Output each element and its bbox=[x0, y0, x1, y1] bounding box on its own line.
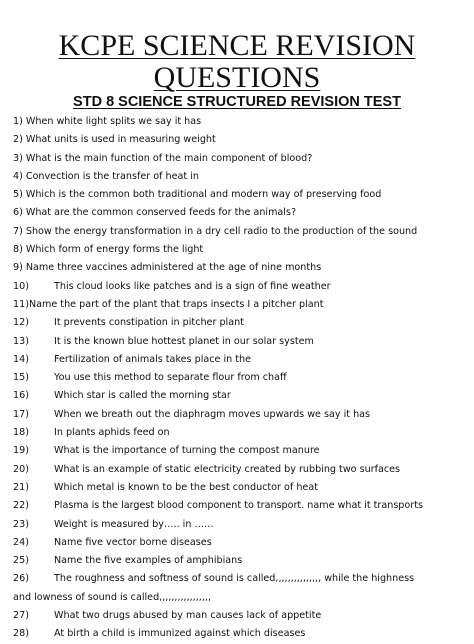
question-text: When white light splits we say it has bbox=[25, 116, 202, 127]
question-number: 13) bbox=[13, 335, 29, 347]
question-text: Which form of energy forms the light bbox=[25, 244, 204, 256]
question-text: Name five vector borne diseases bbox=[54, 536, 212, 548]
question-number: 9) bbox=[13, 262, 23, 274]
page-title-line-1: KCPE SCIENCE REVISION bbox=[58, 29, 416, 62]
question-number: 12) bbox=[13, 317, 29, 329]
question-text: Name the part of the plant that traps insects I a pitcher plant bbox=[28, 298, 324, 310]
question-text: Which is the common both traditional and modern way of preserving food bbox=[25, 189, 382, 201]
question-number: 20) bbox=[13, 463, 29, 475]
question-item bbox=[13, 150, 471, 168]
question-text: Convection is the transfer of heat in bbox=[25, 170, 199, 182]
question-text: It is the known blue hottest planet in our solar system bbox=[54, 335, 314, 347]
question-number: 25) bbox=[13, 555, 29, 567]
question-text: You use this method to separate flour from chaff bbox=[54, 372, 287, 384]
question-item bbox=[13, 131, 471, 149]
question-number: 18) bbox=[13, 427, 29, 439]
question-number: 14) bbox=[13, 353, 29, 365]
question-text: Show the energy transformation in a dry cell radio to the production of the sound bbox=[25, 225, 418, 237]
question-text: Fertilization of animals takes place in the bbox=[54, 353, 252, 365]
question-number: 26) bbox=[13, 573, 29, 585]
question-text: At birth a child is immunized against which diseases bbox=[54, 628, 306, 640]
question-item bbox=[13, 223, 471, 241]
question-text: What is an example of static electricity created by rubbing two surfaces bbox=[54, 463, 401, 475]
question-number: 27) bbox=[13, 610, 29, 622]
question-item bbox=[13, 204, 471, 222]
question-item-continuation bbox=[13, 589, 471, 607]
question-item bbox=[13, 351, 471, 369]
question-number: 16) bbox=[13, 390, 29, 402]
question-number: 19) bbox=[13, 445, 29, 457]
question-number: 8) bbox=[13, 244, 23, 256]
question-text: and lowness of sound is called,,,,,,,,,,,,,,,,, bbox=[13, 591, 212, 603]
question-item bbox=[13, 424, 471, 442]
question-text: The roughness and softness of sound is called,,,,,,,,,,,,,,, while the highness bbox=[54, 573, 415, 585]
question-text: What units is used in measuring weight bbox=[25, 134, 216, 146]
question-number: 2) bbox=[13, 134, 23, 146]
question-text: This cloud looks like patches and is a sign of fine weather bbox=[54, 280, 331, 292]
question-text: What is the importance of turning the compost manure bbox=[54, 445, 320, 457]
question-item bbox=[13, 186, 471, 204]
question-item bbox=[13, 296, 471, 314]
page-title-line-2: QUESTIONS bbox=[153, 61, 321, 94]
question-item bbox=[13, 516, 471, 534]
question-number: 6) bbox=[13, 207, 23, 219]
question-item bbox=[13, 241, 471, 259]
question-text: Name three vaccines administered at the age of nine months bbox=[25, 262, 322, 274]
question-item bbox=[13, 314, 471, 332]
question-item bbox=[13, 278, 471, 296]
question-item bbox=[13, 387, 471, 405]
question-item bbox=[13, 497, 471, 515]
question-text: In plants aphids feed on bbox=[54, 427, 170, 439]
question-number: 4) bbox=[13, 170, 23, 182]
question-item bbox=[13, 625, 471, 643]
question-item bbox=[13, 369, 471, 387]
question-number: 21) bbox=[13, 481, 29, 493]
question-list bbox=[13, 113, 471, 644]
question-number: 15) bbox=[13, 372, 29, 384]
question-number: 24) bbox=[13, 536, 29, 548]
question-item bbox=[13, 479, 471, 497]
question-item bbox=[13, 406, 471, 424]
question-text: When we breath out the diaphragm moves upwards we say it has bbox=[54, 408, 371, 420]
question-text: What is the main function of the main component of blood? bbox=[25, 152, 313, 164]
question-number: 10) bbox=[13, 280, 29, 292]
question-number: 3) bbox=[13, 152, 23, 164]
page-subtitle: STD 8 SCIENCE STRUCTURED REVISION TEST bbox=[73, 94, 401, 110]
question-text: Which star is called the morning star bbox=[54, 390, 231, 402]
question-item bbox=[13, 442, 471, 460]
question-text: What two drugs abused by man causes lack of appetite bbox=[54, 610, 322, 622]
question-text: Name the five examples of amphibians bbox=[54, 555, 243, 567]
question-item bbox=[13, 333, 471, 351]
question-number: 7) bbox=[13, 225, 23, 237]
question-text: What are the common conserved feeds for the animals? bbox=[25, 207, 297, 219]
question-number: 5) bbox=[13, 189, 23, 201]
question-number: 11) bbox=[13, 298, 29, 310]
question-item bbox=[13, 570, 471, 588]
question-number: 1) bbox=[13, 116, 23, 127]
question-number: 28) bbox=[13, 628, 29, 640]
question-item bbox=[13, 168, 471, 186]
question-text: Weight is measured by….. in …… bbox=[54, 518, 214, 530]
question-number: 23) bbox=[13, 518, 29, 530]
question-text: Which metal is known to be the best conductor of heat bbox=[54, 481, 318, 493]
question-item bbox=[13, 607, 471, 625]
question-item bbox=[13, 552, 471, 570]
question-number: 17) bbox=[13, 408, 29, 420]
question-number: 22) bbox=[13, 500, 29, 512]
question-item bbox=[13, 259, 471, 277]
question-item bbox=[13, 534, 471, 552]
question-text: Plasma is the largest blood component to transport. name what it transports bbox=[54, 500, 423, 512]
question-item bbox=[13, 461, 471, 479]
question-item bbox=[13, 113, 471, 131]
question-text: It prevents constipation in pitcher plant bbox=[54, 317, 244, 329]
